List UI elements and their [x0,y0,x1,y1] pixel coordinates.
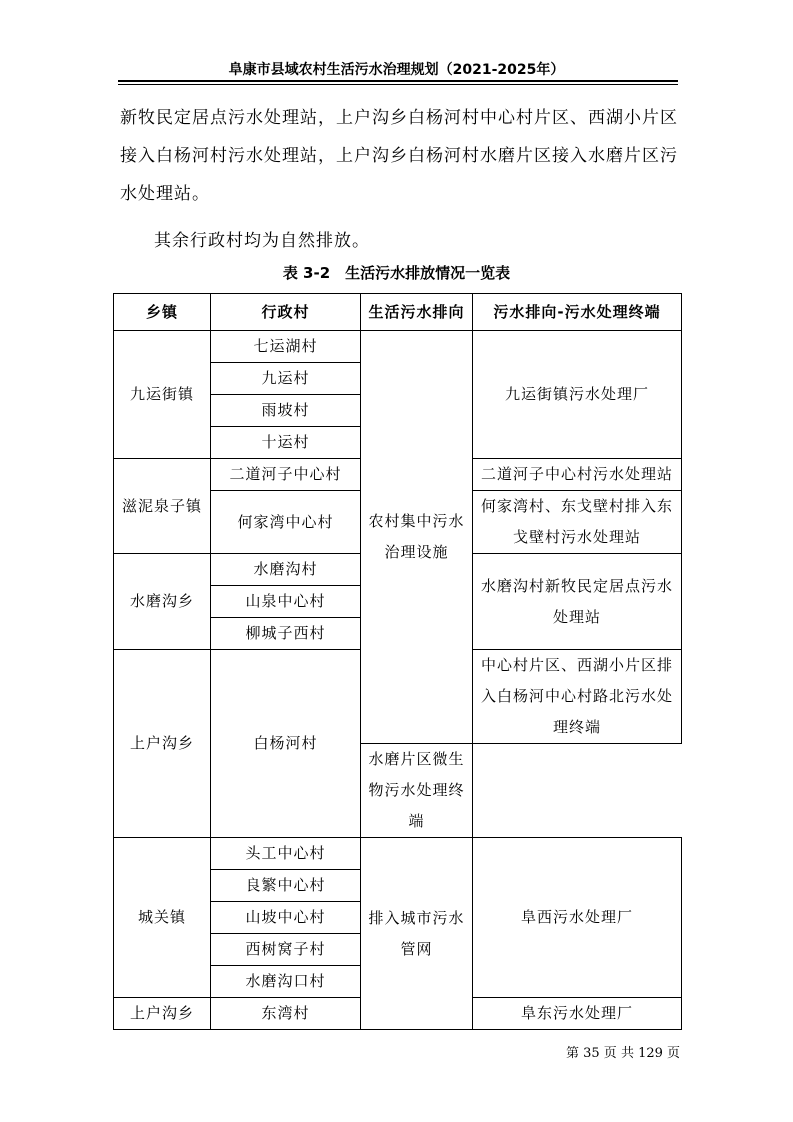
page-number: 第 35 页 共 129 页 [566,1046,681,1061]
terminal-cell: 阜东污水处理厂 [473,998,682,1030]
body-paragraph-1: 新牧民定居点污水处理站，上户沟乡白杨河村中心村片区、西湖小片区接入白杨河村污水处理站，上户沟乡白杨河村水磨片区接入水磨片区污水处理站。 [120,108,678,204]
direction-cell: 农村集中污水治理设施 [361,331,473,744]
village-cell: 良繁中心村 [211,870,361,902]
body-paragraph-2: 其余行政村均为自然排放。 [154,231,370,251]
table-caption: 表 3-2 生活污水排放情况一览表 [282,264,511,282]
header-direction: 生活污水排向 [361,294,473,331]
village-cell: 水磨沟口村 [211,966,361,998]
header-rule-thick [118,80,678,82]
terminal-cell: 中心村片区、西湖小片区排入白杨河中心村路北污水处理终端 [473,650,682,744]
terminal-cell: 水磨沟村新牧民定居点污水处理站 [473,554,682,650]
table-row [114,331,682,363]
terminal-cell: 何家湾村、东戈壁村排入东戈壁村污水处理站 [473,491,682,554]
village-cell: 十运村 [211,427,361,459]
village-cell: 九运村 [211,363,361,395]
village-cell: 山坡中心村 [211,902,361,934]
table-header-row [114,294,682,331]
terminal-cell: 阜西污水处理厂 [473,838,682,998]
terminal-cell: 水磨片区微生物污水处理终端 [361,744,473,838]
town-cell: 上户沟乡 [114,650,211,838]
header-town: 乡镇 [114,294,211,331]
header-terminal: 污水排向-污水处理终端 [473,294,682,331]
village-cell: 西树窝子村 [211,934,361,966]
village-cell: 头工中心村 [211,838,361,870]
town-cell: 九运街镇 [114,331,211,459]
village-cell: 东湾村 [211,998,361,1030]
village-cell: 白杨河村 [211,650,361,838]
town-cell: 城关镇 [114,838,211,998]
terminal-cell: 二道河子中心村污水处理站 [473,459,682,491]
header-rule-thin [118,84,678,85]
table-row [114,838,682,870]
village-cell: 二道河子中心村 [211,459,361,491]
town-cell: 上户沟乡 [114,998,211,1030]
village-cell: 七运湖村 [211,331,361,363]
town-cell: 水磨沟乡 [114,554,211,650]
terminal-cell: 九运街镇污水处理厂 [473,331,682,459]
sewage-discharge-table [113,293,682,1030]
village-cell: 山泉中心村 [211,586,361,618]
town-cell: 滋泥泉子镇 [114,459,211,554]
village-cell: 何家湾中心村 [211,491,361,554]
direction-cell: 排入城市污水管网 [361,838,473,1030]
village-cell: 水磨沟村 [211,554,361,586]
village-cell: 柳城子西村 [211,618,361,650]
village-cell: 雨坡村 [211,395,361,427]
document-header-title: 阜康市县域农村生活污水治理规划（2021-2025年） [228,62,565,78]
header-village: 行政村 [211,294,361,331]
